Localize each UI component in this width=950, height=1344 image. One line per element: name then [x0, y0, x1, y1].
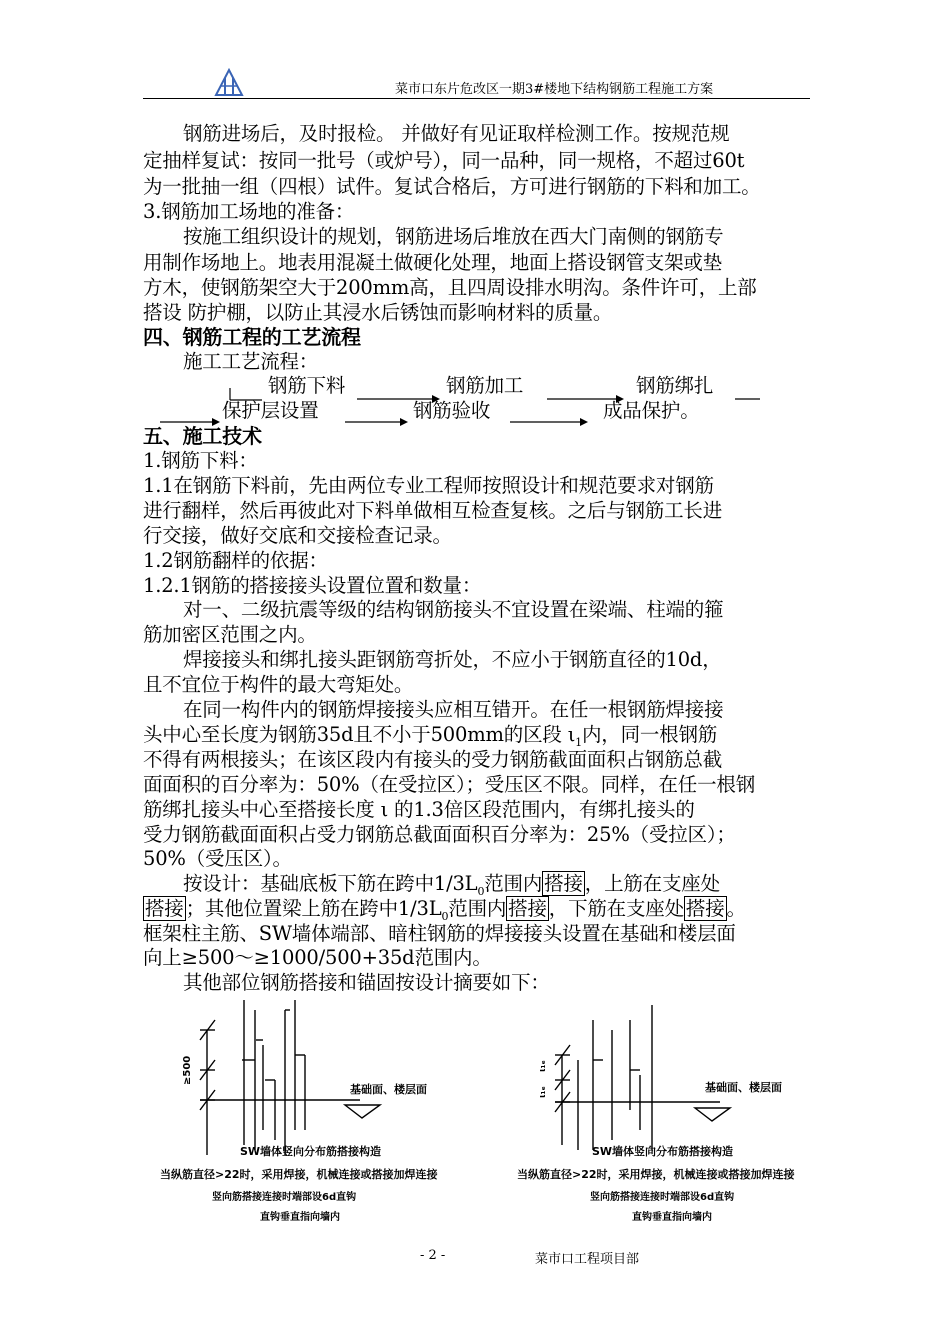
- para-line: 为一批抽一组（四根）试件。复试合格后，方可进行钢筋的下料和加工。: [143, 175, 761, 198]
- diagram-right: [555, 1005, 730, 1150]
- diagram-left: [200, 1000, 380, 1155]
- para-line: 定抽样复试：按同一批号（或炉号），同一品种，同一规格，不超过60t: [143, 149, 745, 172]
- para-line: 筋绑扎接头中心至搭接长度 ι 的1.3倍区段范围内，有绑扎接头的: [143, 798, 695, 821]
- flow-intro: 施工工艺流程：: [183, 350, 319, 373]
- para-line: 进行翻样，然后再彼此对下料单做相互检查复核。之后与钢筋工长进: [143, 499, 723, 522]
- flow-step: 钢筋加工: [446, 374, 524, 397]
- boxed-term: 搭接: [685, 897, 725, 920]
- section-title: 1.2.1钢筋的搭接接头设置位置和数量：: [143, 574, 482, 597]
- document-header-title: 菜市口东片危改区一期3#楼地下结构钢筋工程施工方案: [395, 82, 714, 97]
- heading-process-flow: 四、钢筋工程的工艺流程: [143, 325, 361, 349]
- para-line: 向上≥500～≥1000/500+35d范围内。: [143, 946, 492, 969]
- para-line: 1.1在钢筋下料前，先由两位专业工程师按照设计和规范要求对钢筋: [143, 474, 714, 497]
- para-line: 受力钢筋截面面积占受力钢筋总截面面积百分率为：25%（受拉区）；: [143, 823, 736, 846]
- para-line: 头中心至长度为钢筋35d且不小于500mm的区段 $\iota_1$内，同一根钢筋: [143, 723, 718, 749]
- para-line: 不得有两根接头；在该区段内有接头的受力钢筋截面面积占钢筋总截: [143, 748, 723, 771]
- para-line: 在同一构件内的钢筋焊接接头应相互错开。在任一根钢筋焊接接: [183, 698, 724, 721]
- label: SW墙体竖向分布筋搭接构造: [592, 1145, 734, 1158]
- boxed-term: 搭接: [145, 897, 184, 920]
- heading-construction-tech: 五、施工技术: [143, 424, 262, 448]
- para-line: 筋加密区范围之内。: [143, 623, 317, 646]
- para-line: 按设计：基础底板下筋在跨中$1/3L_0$范围内 搭接 ，上筋在支座处: [183, 872, 720, 898]
- para-line: 按施工组织设计的规划，钢筋进场后堆放在西大门南侧的钢筋专: [183, 225, 724, 248]
- para-line: 50%（受压区）。: [143, 847, 292, 870]
- para-line: 其他部位钢筋搭接和锚固按设计摘要如下：: [183, 971, 550, 994]
- para-line: 焊接接头和绑扎接头距钢筋弯折处，不应小于钢筋直径的10d，: [183, 648, 722, 671]
- label: 竖向筋搭接连接时端部设6d直钩: [212, 1192, 357, 1203]
- flow-step: 钢筋下料: [268, 374, 346, 397]
- para-line: 框架柱主筋、SW墙体端部、暗柱钢筋的焊接接头设置在基础和楼层面: [143, 922, 736, 945]
- label: 直钩垂直指向墙内: [632, 1212, 712, 1223]
- section-title: 3.钢筋加工场地的准备：: [143, 200, 355, 223]
- footer-dept: 菜市口工程项目部: [535, 1252, 640, 1267]
- label: 当纵筋直径>22时，采用焊接，机械连接或搭接加焊连接: [517, 1168, 795, 1181]
- label: ι₁ₑ: [538, 1086, 548, 1098]
- boxed-term: 搭接: [544, 872, 583, 895]
- para-line: 方木，使钢筋架空大于200mm高，且四周设排水明沟。条件许可，上部: [143, 276, 757, 299]
- para-line: 且不宜位于构件的最大弯矩处。: [143, 673, 414, 696]
- para-line: 面面积的百分率为：50%（在受拉区）；受压区不限。同样，在任一根钢: [143, 773, 755, 796]
- label: 竖向筋搭接连接时端部设6d直钩: [590, 1192, 735, 1203]
- label: 基础面、楼层面: [705, 1081, 782, 1094]
- label: 直钩垂直指向墙内: [260, 1212, 340, 1223]
- para-line: 搭设 防护棚，以防止其浸水后锈蚀而影响材料的质量。: [143, 301, 613, 324]
- label: 当纵筋直径>22时，采用焊接，机械连接或搭接加焊连接: [160, 1168, 438, 1181]
- flow-step: 成品保护。: [603, 399, 700, 422]
- boxed-term: 搭接: [508, 897, 547, 920]
- para-line: 行交接，做好交底和交接检查记录。: [143, 524, 452, 547]
- flow-step: 钢筋绑扎: [636, 374, 714, 397]
- label: SW墙体竖向分布筋搭接构造: [240, 1145, 382, 1158]
- para-line: 用制作场地上。地表用混凝土做硬化处理，地面上搭设钢管支架或垫: [143, 251, 723, 274]
- para-line: 钢筋进场后，及时报检。 并做好有见证取样检测工作。按规范规: [183, 122, 730, 145]
- para-line: 搭接 ；其他位置梁上筋在跨中$1/3L_0$范围内 搭接 ，下筋在支座处 搭接 。: [145, 897, 746, 923]
- flow-step: 钢筋验收: [413, 399, 491, 422]
- flow-step: 保护层设置: [222, 399, 319, 422]
- page-number: - 2 -: [420, 1248, 446, 1263]
- label: ι₁ₑ: [538, 1060, 548, 1072]
- section-title: 1.钢筋下料：: [143, 449, 258, 472]
- label: ≥500: [182, 1055, 193, 1085]
- rebar-lap-diagrams: [160, 1000, 810, 1230]
- section-title: 1.2钢筋翻样的依据：: [143, 549, 328, 572]
- para-line: 对一、二级抗震等级的结构钢筋接头不宜设置在梁端、柱端的箍: [183, 598, 724, 621]
- label: 基础面、楼层面: [350, 1083, 427, 1096]
